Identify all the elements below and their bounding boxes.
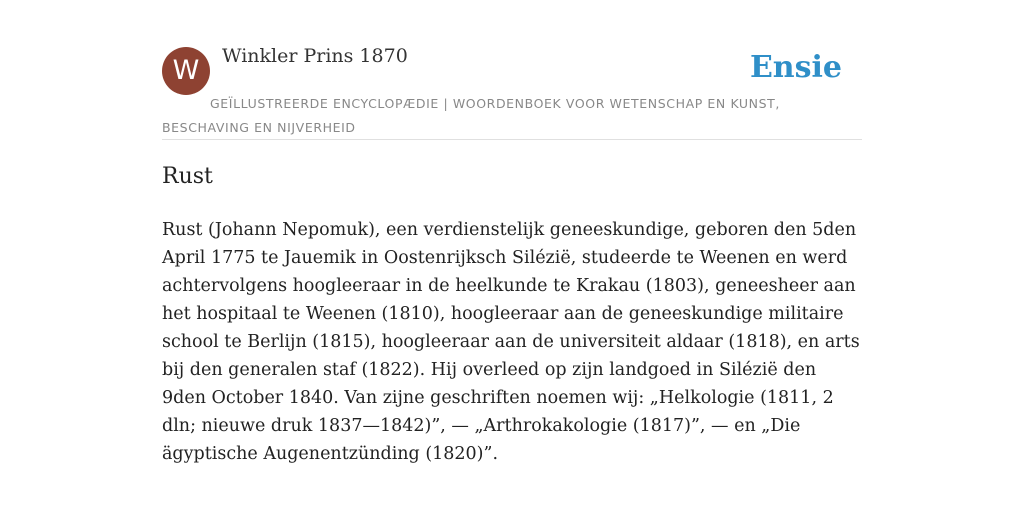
source-avatar[interactable]: W xyxy=(162,47,210,95)
source-title-link[interactable]: Winkler Prins 1870 xyxy=(222,45,408,67)
ensie-logo[interactable]: Ensie xyxy=(749,50,842,85)
entry-body: Rust (Johann Nepomuk), een verdienstelijk geneeskundige, geboren den 5den April 1775 te Jauemik in Oostenrijksch Silézië, studeerde te Weenen en werd achtervolgens hoogleeraar in de heelkunde te Krakau (1803), geneesheer aan het hospitaal te Weenen (1810), hoogleeraar aan de geneeskundige militaire school te Berlijn (1815), hoogleeraar aan de universiteit aldaar (1818), en arts bij den generalen staf (1822). Hij overleed op zijn landgoed in Silézië den 9den October 1840. Van zijne geschriften noemen wij: „Helkologie (1811, 2 dln; nieuwe druk 1837—1842)”, — „Arthrokakologie (1817)”, — en „Die ägyptische Augenentzünding (1820)”. xyxy=(162,220,860,464)
source-subtitle: GEÏLLUSTREERDE ENCYCLOPÆDIE | WOORDENBOEK VOOR WETENSCHAP EN KUNST, BESCHAVING EN NIJVERHEID xyxy=(162,96,780,135)
entry-title: Rust xyxy=(162,164,213,189)
header-divider xyxy=(162,139,862,140)
